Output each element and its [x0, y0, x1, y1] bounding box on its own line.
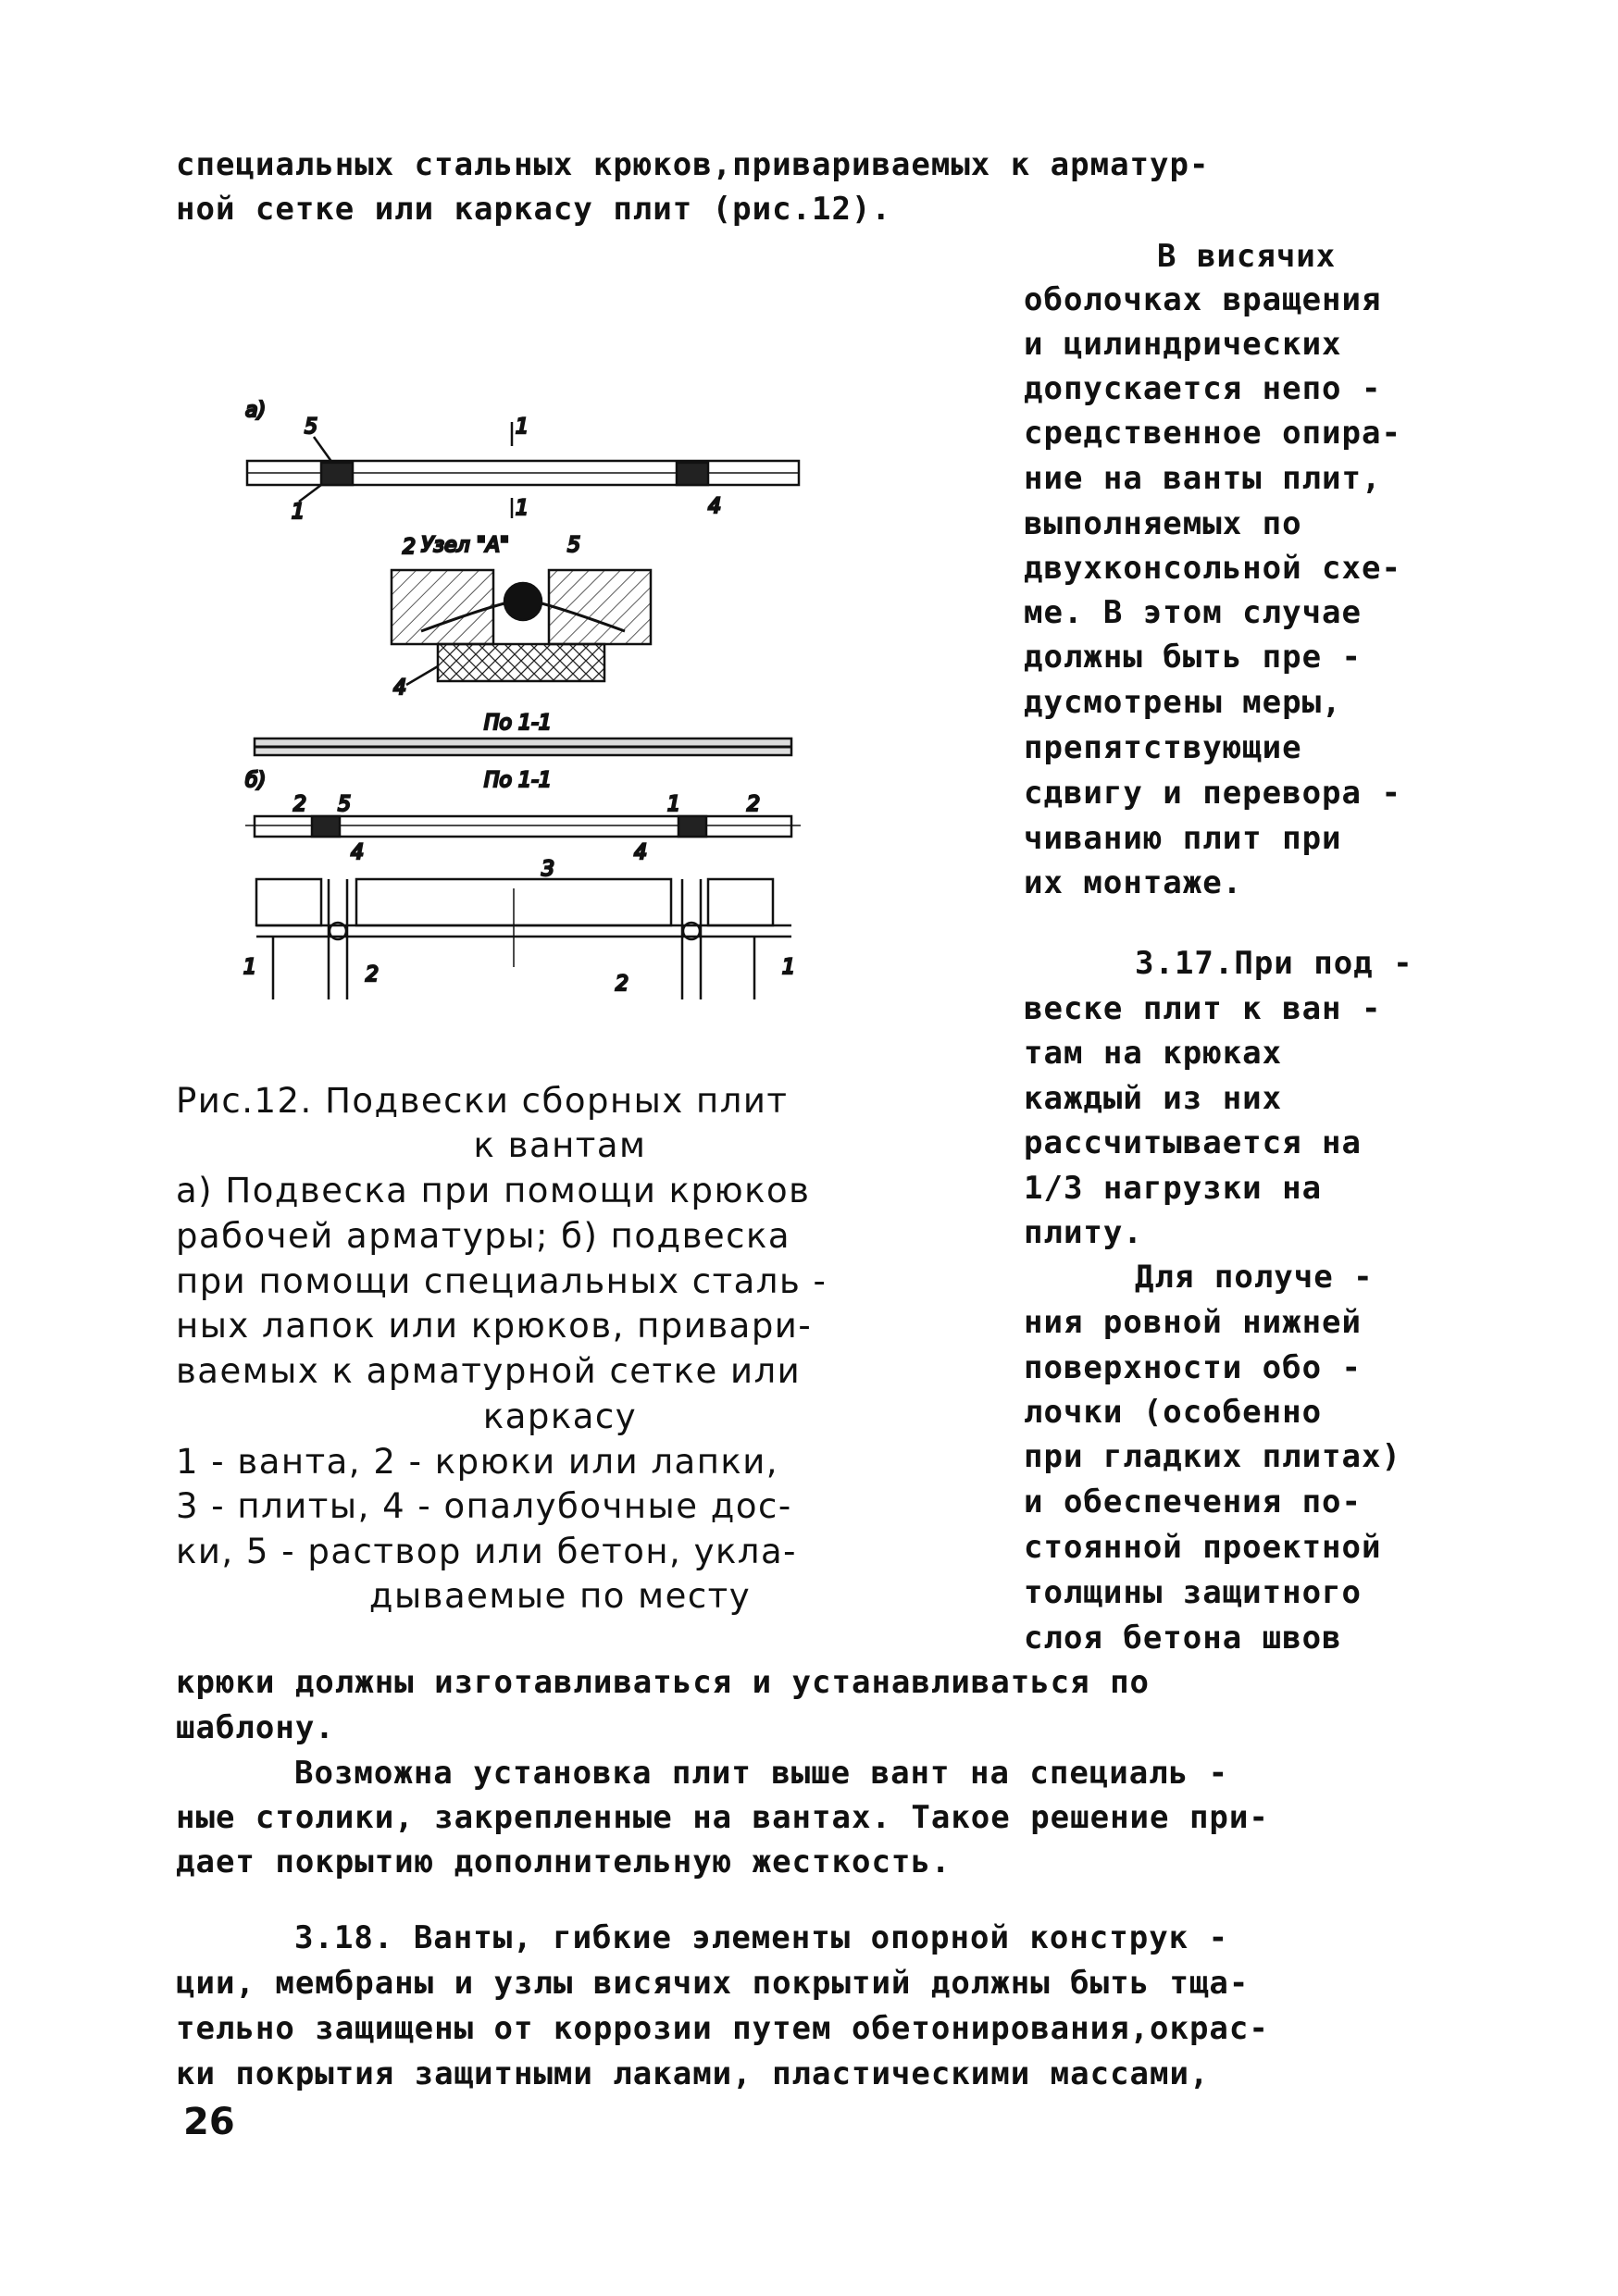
- label-cut-top: 1: [516, 416, 529, 439]
- label-2: 2: [403, 536, 416, 559]
- caption-title: Рис.12. Подвески сборных плит: [176, 1081, 789, 1121]
- plan-plate-right: [708, 879, 773, 925]
- label-4b: 4: [393, 676, 406, 700]
- right-line: толщины защитного: [1024, 1574, 1362, 1611]
- text-line: ные столики, закрепленные на вантах. Такое решение при-: [176, 1799, 1269, 1836]
- plan-plate-left: [256, 879, 321, 925]
- page-number: 26: [183, 2101, 235, 2143]
- legend-line: ки, 5 - раствор или бетон, укла-: [176, 1532, 797, 1571]
- text-line: тельно защищены от коррозии путем обетонирования,окрас-: [176, 2010, 1269, 2047]
- text-line: крюки должны изготавливаться и устанавливаться по: [176, 1664, 1151, 1701]
- right-line: стоянной проектной: [1024, 1529, 1382, 1566]
- right-line: средственное опира-: [1024, 415, 1401, 452]
- text-line: ки покрытия защитными лаками, пластическими массами,: [176, 2055, 1210, 2092]
- text-line-top-1: [176, 143, 1451, 187]
- text-line: ции, мембраны и узлы висячих покрытий должны быть тща-: [176, 1965, 1250, 2002]
- right-line: чиванию плит при: [1024, 820, 1342, 857]
- right-line: там на крюках: [1024, 1035, 1283, 1072]
- text-line: Возможна установка плит выше вант на специаль -: [294, 1755, 1229, 1792]
- figure-12-drawing: [236, 389, 795, 999]
- label-2d: 2: [747, 793, 760, 816]
- legend-last: дываемые по месту: [368, 1576, 752, 1616]
- right-line: плиту.: [1024, 1214, 1143, 1251]
- label-5c: 5: [338, 793, 351, 816]
- right-line: В висячих: [1157, 238, 1337, 275]
- section-label-a: По 1-1: [484, 712, 552, 735]
- right-line: препятствующие: [1024, 729, 1302, 766]
- right-line: должны быть пре -: [1024, 639, 1362, 676]
- label-4d: 4: [634, 841, 647, 864]
- right-line: ние на ванты плит,: [1024, 460, 1382, 497]
- label-1: 1: [292, 501, 305, 524]
- right-line: лочки (особенно: [1024, 1394, 1323, 1431]
- right-line: ния ровной нижней: [1024, 1304, 1362, 1341]
- right-line: и цилиндрических: [1024, 326, 1342, 363]
- right-line: веске плит к ван -: [1024, 990, 1382, 1027]
- caption-line: рабочей арматуры; б) подвеска: [176, 1216, 791, 1256]
- right-line: Для получе -: [1135, 1259, 1374, 1296]
- label-2f: 2: [616, 973, 629, 996]
- legend-line: 1 - ванта, 2 - крюки или лапки,: [176, 1442, 779, 1482]
- label-a: а): [245, 399, 267, 422]
- caption-centered: каркасу: [482, 1396, 638, 1436]
- text-line: дает покрытию дополнительную жесткость.: [176, 1843, 952, 1880]
- label-3: 3: [541, 858, 554, 881]
- joint-left: [321, 463, 353, 485]
- right-line: и обеспечения по-: [1024, 1483, 1362, 1520]
- joint-b-right: [678, 816, 706, 837]
- caption-line: ных лапок или крюков, привари-: [176, 1306, 813, 1346]
- label-1c: 1: [667, 793, 680, 816]
- caption-line: ваемых к арматурной сетке или: [176, 1351, 802, 1391]
- label-node: Узел "А": [421, 534, 509, 557]
- label-4: 4: [708, 495, 721, 518]
- right-line: выполняемых по: [1024, 505, 1302, 542]
- legend-line: 3 - плиты, 4 - опалубочные дос-: [176, 1486, 792, 1526]
- right-line: каждый из них: [1024, 1080, 1283, 1117]
- right-line: слоя бетона швов: [1024, 1620, 1342, 1657]
- joint-b-left: [312, 816, 340, 837]
- formwork-board: [438, 644, 604, 681]
- text-line-top-2: ной сетке или каркасу плит (рис.12).: [176, 191, 891, 228]
- plate-node-right: [549, 570, 651, 644]
- text-line: специальных стальных крюков,привариваемых к арматур-: [176, 146, 1210, 183]
- label-2e: 2: [366, 963, 379, 987]
- label-b: б): [245, 769, 267, 792]
- right-line: сдвигу и перевора -: [1024, 775, 1401, 812]
- cable-section: [504, 583, 541, 620]
- label-4c: 4: [351, 841, 364, 864]
- label-cut-right: 1: [782, 956, 795, 979]
- caption-line: при помощи специальных сталь -: [176, 1261, 828, 1301]
- right-line: допускается непо -: [1024, 370, 1382, 407]
- section-label-b: По 1-1: [484, 769, 552, 792]
- caption-line: а) Подвеска при помощи крюков: [176, 1171, 811, 1210]
- plate-node-left: [392, 570, 493, 644]
- right-line: дусмотрены меры,: [1024, 684, 1342, 721]
- right-line: при гладких плитах): [1024, 1438, 1401, 1475]
- label-2c: 2: [293, 793, 306, 816]
- caption-title-cont: к вантам: [473, 1125, 647, 1165]
- right-line: оболочках вращения: [1024, 281, 1382, 318]
- right-line: поверхности обо -: [1024, 1349, 1362, 1386]
- right-line: рассчитывается на: [1024, 1124, 1362, 1161]
- right-line: двухконсольной схе-: [1024, 550, 1401, 587]
- text-line: 3.18. Ванты, гибкие элементы опорной конструк -: [294, 1919, 1229, 1956]
- right-line: 3.17.При под -: [1135, 945, 1413, 982]
- joint-right: [677, 463, 708, 485]
- label-5b: 5: [567, 534, 580, 557]
- right-line: ме. В этом случае: [1024, 594, 1362, 631]
- right-line: 1/3 нагрузки на: [1024, 1170, 1323, 1207]
- label-cut-bottom: 1: [516, 497, 529, 520]
- text-line: шаблону.: [176, 1709, 335, 1746]
- label-5: 5: [305, 416, 317, 439]
- right-line: их монтаже.: [1024, 864, 1243, 901]
- label-cut-left: 1: [243, 956, 256, 979]
